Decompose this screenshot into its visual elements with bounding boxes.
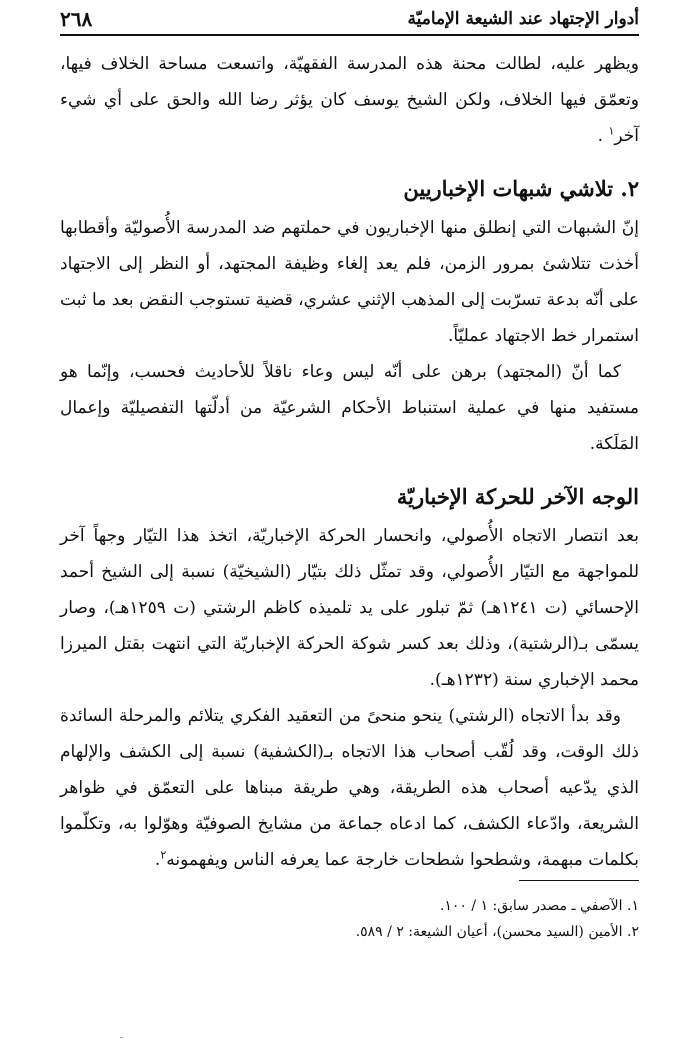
main-text	[60, 46, 639, 878]
footnote-ref-2[interactable]: ٢	[160, 848, 167, 862]
section2-paragraph-2-end: .	[154, 850, 161, 870]
section1-paragraph-1: إنّ الشبهات التي إنطلق منها الإخباريون في حملتهم ضد المدرسة الأُصوليّة وأقطابها أخذت تتلاشئ بمرور الزمن، فلم يعد إلغاء وظيفة المجتهد، أو النظر إلى الاجتهاد على أنّه بدعة تسرّبت إلى المذهب الإثني عشري، قضية تستوجب النقض بعد ما ثبت استمرار خط الاجتهاد عمليّاً.	[60, 218, 639, 346]
footnote-1: ١. الآصفي ـ مصدر سابق: ١ / ١٠٠.	[439, 898, 639, 914]
section2-paragraph-1: بعد انتصار الاتجاه الأُصولي، وانحسار الحركة الإخباريّة، اتخذ هذا التيّار وجهاً آخر للمواجهة مع التيّار الأُصولي، وقد تمثّل ذلك بتيّار (الشيخيّة) نسبة إلى الشيخ أحمد الإحسائي (ت ١٢٤١هـ) ثمّ تبلور على يد تلميذه كاظم الرشتي (ت ١٢٥٩هـ)، وصار يسمّى بـ(الرشتية)، وذلك بعد كسر شوكة الحركة الإخباريّة التي انتهت بقتل الميرزا محمد الإخباري سنة (١٢٣٢هـ).	[60, 526, 639, 690]
opening-paragraph-text: ويظهر عليه، لطالت محنة هذه المدرسة الفقهيّة، واتسعت مساحة الخلاف فيها، وتعمّق فيها الخلاف، ولكن الشيخ يوسف كان يؤثر رضا الله والحق على أي شيء آخر	[60, 54, 639, 146]
footnotes	[60, 893, 639, 945]
footnote-2: ٢. الأمين (السيد محسن)، أعيان الشيعة: ٢ / ٥٨٩.	[355, 924, 639, 940]
section2-paragraph-2	[60, 698, 639, 878]
footnote-divider	[519, 880, 639, 881]
section-title-vanishing-doubts: ٢. تلاشي شبهات الإخباريين	[403, 176, 639, 201]
section-title-other-face: الوجه الآخر للحركة الإخباريّة	[396, 484, 639, 509]
stray-mark: ـ	[120, 1030, 123, 1041]
running-title: أدوار الإجتهاد عند الشيعة الإماميّة	[407, 9, 639, 29]
opening-paragraph-end: .	[597, 126, 609, 146]
section2-paragraph-2-text: وقد بدأ الاتجاه (الرشتي) ينحو منحىً من التعقيد الفكري يتلائم والمرحلة السائدة ذلك الوقت، وقد لُقّب أصحاب هذا الاتجاه بـ(الكشفية) نسبة إلى الكشف والإلهام الذي يدّعيه أصحاب هذه الطريقة، وهي طريقة مبناها على التعمّق في ظواهر الشريعة، وادّعاء الكشف، كما ادعاه جماعة من مشايخ الصوفيّة وهوّلوا به، وتكلّموا بكلمات مبهمة، وشطحوا شطحات خارجة عما يعرفه الناس ويفهمونه	[60, 706, 639, 870]
opening-paragraph	[60, 46, 639, 154]
running-header	[60, 4, 639, 36]
page-number: ٢٦٨	[60, 7, 93, 31]
section1-paragraph-2: كما أنّ (المجتهد) برهن على أنّه ليس وعاء ناقلاً للأحاديث فحسب، وإنّما هو مستفيد منها في عملية استنباط الأحكام الشرعيّة من أدلّتها التفصيليّة وإعمال المَلَكة.	[60, 362, 639, 454]
footnote-ref-1[interactable]: ١	[608, 124, 615, 138]
